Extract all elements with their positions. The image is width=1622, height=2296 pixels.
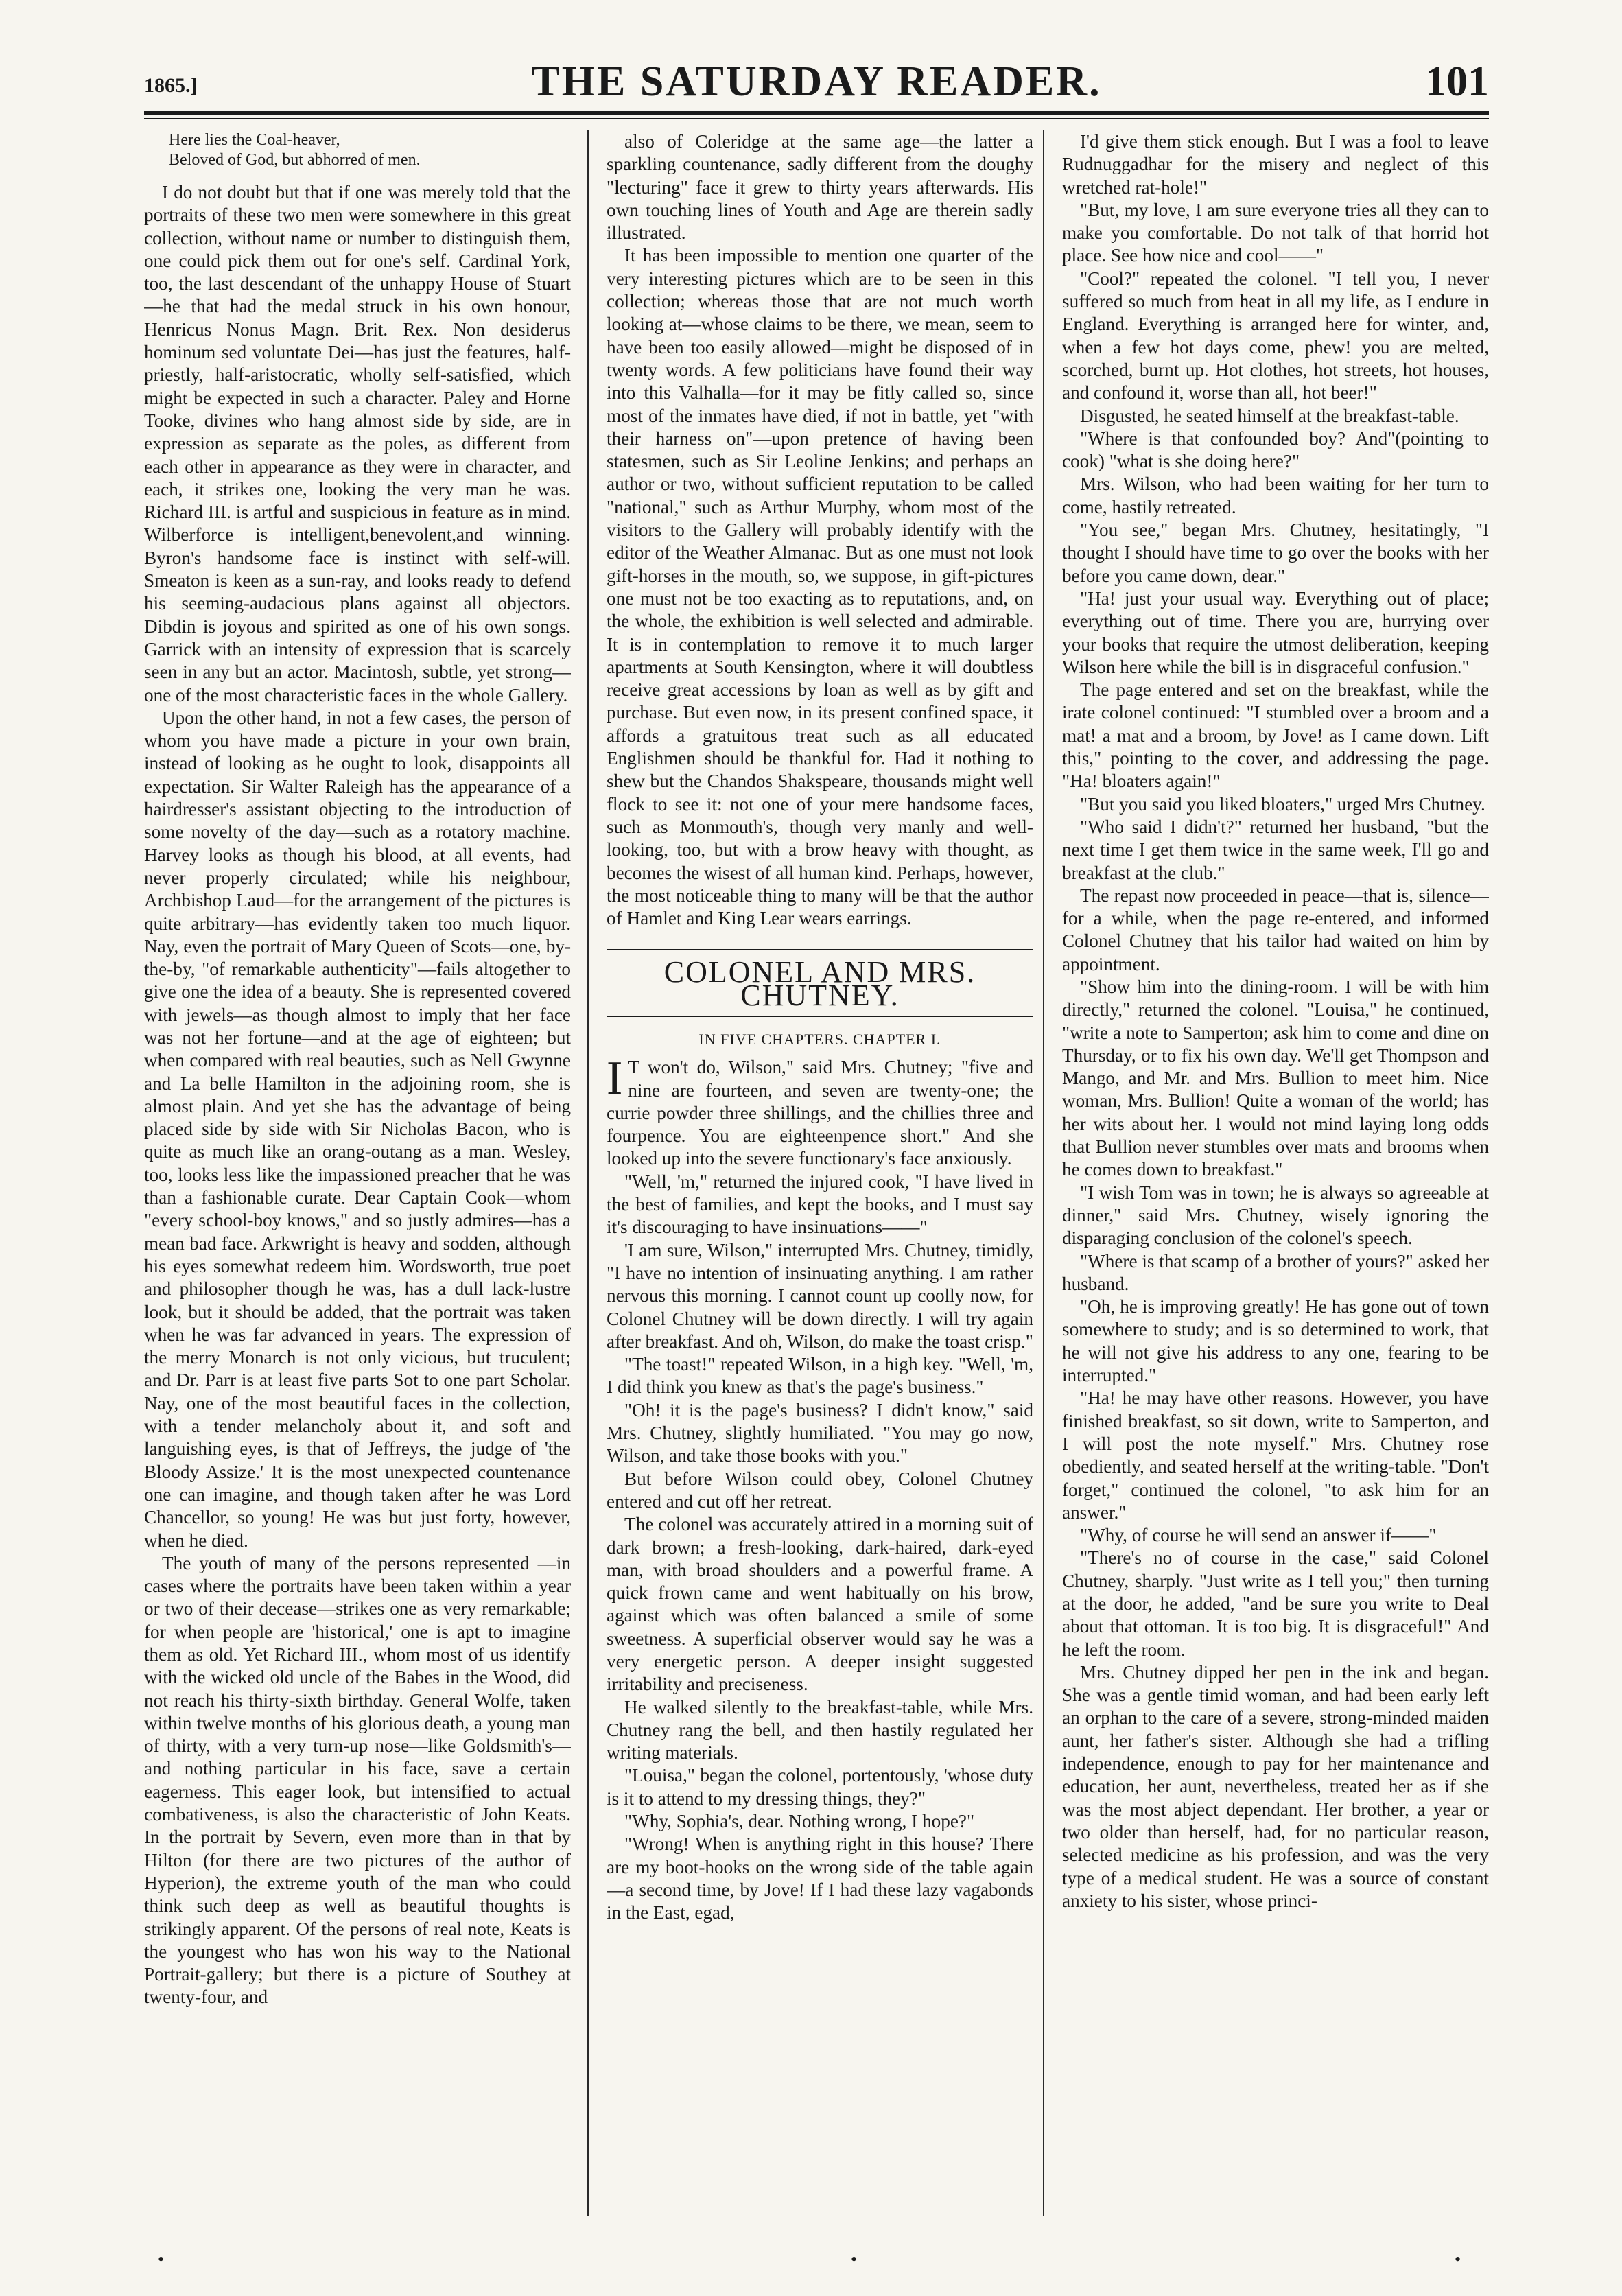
print-mark: • <box>851 2249 858 2269</box>
paragraph: Mrs. Chutney dipped her pen in the ink and began. She was a gentle timid woman, and had been early left an orphan to the care of a severe, strong-minded maiden aunt, her father's sister. Although she had a trifling independence, enough to pay for her maintenance and education, her aunt, nevertheless, treated her as if she was the most abject dependant. Her brother, a year or two older than herself, had, for no particular reason, selected medicine as his profession, and was the very type of a medical student. He was a source of constant anxiety to his sister, whose princi- <box>1062 1661 1489 1911</box>
paragraph: "Why, Sophia's, dear. Nothing wrong, I hope?" <box>624 1811 975 1832</box>
chapter-heading: IN FIVE CHAPTERS. CHAPTER I. <box>698 1030 941 1048</box>
page-footer <box>144 2244 1489 2271</box>
paragraph: "Oh! it is the page's business? I didn't know," said Mrs. Chutney, slightly humiliated. "You may go now, Wilson, and take those books with you." <box>607 1399 1033 1466</box>
print-mark: • <box>1455 2249 1461 2269</box>
page-number: 101 <box>1425 58 1489 105</box>
paragraph: The colonel was accurately attired in a morning suit of dark brown; a fresh-looking, dark-haired, dark-eyed man, with broad shoulders and a powerful frame. A quick frown came and went habitually on his brow, against which was often balanced a smile of some sweetness. A superficial observer would say he was a very energetic person. A deeper insight suggested irritability and preciseness. <box>607 1514 1033 1695</box>
epitaph-line: Beloved of God, but abhorred of men. <box>169 151 421 169</box>
paragraph: "You see," began Mrs. Chutney, hesitatingly, "I thought I should have time to go over the books with her before you came down, dear." <box>1062 519 1489 586</box>
paragraph: The youth of many of the persons represented —in cases where the portraits have been taken within a year or two of their decease—strikes one as very remarkable; for when people are 'historical,' one is apt to imagine them as old. Yet Richard III., whom most of us identify with the wicked old uncle of the Babes in the Wood, did not reach his thirty-sixth birthday. General Wolfe, taken within twelve months of his glorious death, a young man of thirty, with a very turn-up nose—like Goldsmith's—and nothing particular in his face, save a certain eagerness. This eager look, but intensified to actual combativeness, is also the characteristic of John Keats. In the portrait by Severn, even more than in that by Hilton (for there are two pictures of the author of Hyperion), the extreme youth of the man who could think such deep as well as beautiful thoughts is strikingly apparent. Of the persons of real note, Keats is the youngest who has won his way to the National Portrait-gallery; but there is a picture of Southey at twenty-four, and <box>144 1552 571 2008</box>
opening-text: T won't do, Wilson," said Mrs. Chutney; "five and nine are fourteen, and seven are twenty-one; the currie powder three shillings, and the chillies three and fourpence. You are eighteenpence short." And she looked up into the severe functionary's face anxiously. <box>607 1057 1033 1169</box>
paragraph: It has been impossible to mention one quarter of the very interesting pictures which are to be seen in this collection; whereas those that are not much worth looking at—whose claims to be there, we mean, seem to have been too easily allowed—might be disposed of in twenty words. A few politicians have found their way into this Valhalla—for it may be fitly called so, since most of the inmates have died, if not in battle, yet "with their harness on"—upon pretence of having been statesmen, such as Sir Leoline Jenkins; and perhaps an author or two, without sufficient reputation to be called "national," such as Arthur Murphy, whom most of the visitors to the Gallery will probably identify with the editor of the Weather Almanac. But as one must not look gift-horses in the mouth, so, we suppose, in gift-pictures one must not be too exacting as to reputations, and, on the whole, the exhibition is well selected and admirable. It is in contemplation to remove it to much larger apartments at South Kensington, where it will doubtless receive great accessions by loan as well as by gift and purchase. But even now, in its present confined space, it affords a gratuitous treat such as all educated Englishmen should be thankful for. Had it nothing to shew but the Chandos Shakspeare, thousands might well flock to see it: not one of your mere handsome faces, such as Monmouth's, though very manly and well-looking, too, but with a brow heavy with thought, as becomes the wisest of all human kind. Perhaps, however, the most noticeable thing to many will be that the author of Hamlet and King Lear wears earrings. <box>607 245 1033 929</box>
paragraph: "Why, of course he will send an answer if——" <box>1080 1525 1437 1546</box>
column-divider <box>587 130 589 2216</box>
paragraph: "Who said I didn't?" returned her husband, "but the next time I get them twice in the same week, I'll go and breakfast at the club." <box>1062 816 1489 883</box>
paragraph: "Where is that confounded boy? And"(pointing to cook) "what is she doing here?" <box>1062 427 1489 472</box>
epitaph <box>144 130 571 170</box>
paragraph: I do not doubt but that if one was merely told that the portraits of these two men were somewhere in this great collection, without name or number to distinguish them, one could pick them out for one's self. Cardinal York, too, the last descendant of the unhappy House of Stuart—he that had the medal struck in his own honour, Henricus Nonus Magn. Brit. Rex. Non desiderus hominum sed voluntate Dei—has just the features, half-priestly, half-aristocratic, wholly self-satisfied, which might be expected in such a character. Paley and Horne Tooke, divines who hang almost side by side, are in expression as separate as the poles, as different from each other in appearance as they were in character, and each, it strikes one, looking the very man he was. Richard III. is artful and suspicious in feature as in mind. Wilberforce is intelligent,benevolent,and winning. Byron's handsome face is instinct with self-will. Smeaton is keen as a sun-ray, and looks ready to defend his seeming-audacious plans against all objectors. Dibdin is joyous and spirited as one of his own songs. Garrick with an intensity of expression that is scarcely seen in any but an actor. Macintosh, subtle, yet strong—one of the most characteristic faces in the whole Gallery. <box>144 182 571 705</box>
paragraph: Disgusted, he seated himself at the breakfast-table. <box>1080 405 1459 426</box>
paragraph: "Oh, he is improving greatly! He has gone out of town somewhere to study; and is so determined to work, that he will not give his address to any one, fearing to be interrupted." <box>1062 1296 1489 1386</box>
paragraph: also of Coleridge at the same age—the latter a sparkling countenance, sadly different from the doughy "lecturing" face it grew to thirty years afterwards. His own touching lines of Youth and Age are therein sadly illustrated. <box>607 131 1033 244</box>
paragraph: "But you said you liked bloaters," urged Mrs Chutney. <box>1080 793 1485 815</box>
header-rule-thin <box>144 118 1489 119</box>
paragraph: "Louisa," began the colonel, portentously, 'whose duty is it to attend to my dressing things, they?" <box>607 1765 1033 1809</box>
paragraph: The repast now proceeded in peace—that is, silence—for a while, when the page re-entered, and informed Colonel Chutney that his tailor had waited on him by appointment. <box>1062 885 1489 974</box>
print-mark: • <box>158 2249 165 2269</box>
paragraph: "Cool?" repeated the colonel. "I tell you, I never suffered so much from heat in all my life, as I endure in England. Everything is arranged here for winter, and, when a few hot days come, phew! you are melted, scorched, burnt up. Hot clothes, hot streets, hot houses, and confound it, worse than all, hot beer!" <box>1062 268 1489 403</box>
column-1 <box>144 130 571 2216</box>
header-rule-thick <box>144 111 1489 115</box>
paragraph: Mrs. Wilson, who had been waiting for her turn to come, hastily retreated. <box>1062 473 1489 517</box>
paragraph: "Show him into the dining-room. I will be with him directly," returned the colonel. "Louisa," he continued, "write a note to Samperton; ask him to come and dine on Thursday, or to fix his own day. We'll get Thompson and Mango, and Mr. and Mrs. Bullion to meet him. Nice woman, Mrs. Bullion! Quite a woman of the world; has her wits about her. I would not mind laying long odds that Bullion never stumbles over mats and brooms when he comes down to breakfast." <box>1062 976 1489 1180</box>
opening-paragraph <box>607 1052 1033 1170</box>
paragraph: Upon the other hand, in not a few cases, the person of whom you have made a picture in your own brain, instead of looking as he ought to look, disappoints all expectation. Sir Walter Raleigh has the appearance of a hairdresser's assistant objecting to the introduction of some novelty of the day—such as a rotatory machine. Harvey looks as though his blood, at all events, had never properly circulated; while his neighbour, Archbishop Laud—for the arrangement of the pictures is quite arbitrary—has evidently taken too much liquor. Nay, even the portrait of Mary Queen of Scots—one, by-the-by, "of remarkable authenticity"—fails altogether to give one the idea of a beauty. She is represented covered with jewels—as though almost to imply that her face was not her fortune—and at the age of eighteen; but when compared with real beauties, such as Nell Gwynne and La belle Hamilton in the adjoining room, she is almost plain. And yet she has the advantage of being placed side by side with Sir Nicholas Bacon, who is quite as much like an orang-outang as a man. Wesley, too, looks less like the impassioned preacher that he was than a fashionable curate. Dear Captain Cook—whom "every school-boy knows," and so justly admires—has a mean bad face. Arkwright is heavy and sodden, although his eyes somewhat redeem him. Wordsworth, true poet and philosopher though he was, has a dull lack-lustre look, but it should be added, that the portrait was taken when he was far advanced in years. The expression of the merry Monarch is not only vicious, but truculent; and Dr. Parr is at least five parts Sot to one part Scholar. Nay, one of the most beautiful faces in the collection, with a tender melancholy about it, and soft and languishing eyes, is that of Jeffreys, the judge of 'the Bloody Assize.' It is the most unexpected countenance one can imagine, and though taken after he was Lord Chancellor, so young! He was but just forty, however, when he died. <box>144 707 571 1551</box>
paragraph: I'd give them stick enough. But I was a fool to leave Rudnuggadhar for the misery and neglect of this wretched rat-hole!" <box>1062 131 1489 198</box>
issue-year: 1865.] <box>144 74 198 97</box>
paragraph: "Where is that scamp of a brother of yours?" asked her husband. <box>1062 1250 1489 1294</box>
paragraph: "The toast!" repeated Wilson, in a high key. "Well, 'm, I did think you knew as that's the page's business." <box>607 1354 1033 1398</box>
paragraph: "There's no of course in the case," said Colonel Chutney, sharply. "Just write as I tell you;" then turning at the door, he added, "and be sure you write to Deal about that ottoman. It is too big. It is disgraceful!" And he left the room. <box>1062 1547 1489 1660</box>
drop-cap: I <box>607 1052 623 1105</box>
page-header <box>144 56 1489 104</box>
story-title: COLONEL AND MRS. CHUTNEY. <box>607 948 1033 1018</box>
masthead-title: THE SATURDAY READER. <box>531 58 1102 105</box>
paragraph: 'I am sure, Wilson," interrupted Mrs. Chutney, timidly, "I have no intention of insinuating anything. I am rather nervous this morning. I cannot count up coolly now, for Colonel Chutney will be down directly. I will try again after breakfast. And oh, Wilson, do make the toast crisp." <box>607 1239 1033 1352</box>
column-2 <box>607 130 1033 2216</box>
paragraph: But before Wilson could obey, Colonel Chutney entered and cut off her retreat. <box>607 1468 1033 1512</box>
paragraph: "Ha! he may have other reasons. However, you have finished breakfast, so sit down, write to Samperton, and I will post the note myself." Mrs. Chutney rose obediently, and seated herself at the writing-table. "Don't forget," continued the colonel, "to ask him for an answer." <box>1062 1387 1489 1523</box>
column-divider <box>1043 130 1044 2216</box>
epitaph-line: Here lies the Coal-heaver, <box>169 131 340 149</box>
paragraph: He walked silently to the breakfast-table, while Mrs. Chutney rang the bell, and then hastily regulated her writing materials. <box>607 1696 1033 1764</box>
paragraph: "But, my love, I am sure everyone tries all they can to make you comfortable. Do not talk of that horrid hot place. See how nice and cool——" <box>1062 199 1489 266</box>
paragraph: The page entered and set on the breakfast, while the irate colonel continued: "I stumbled over a broom and a mat! a mat and a broom, by Jove! as I came down. Lift this," pointing to the cover, and addressing the page. "Ha! bloaters again!" <box>1062 679 1489 792</box>
paragraph: "Wrong! When is anything right in this house? There are my boot-hooks on the wrong side of the table again—a second time, by Jove! If I had these lazy vagabonds in the East, egad, <box>607 1834 1033 1923</box>
paragraph: "Well, 'm," returned the injured cook, "I have lived in the best of families, and kept the books, and I must say it's discouraging to have insinuations——" <box>607 1171 1033 1238</box>
column-3 <box>1062 130 1489 2216</box>
paragraph: "I wish Tom was in town; he is always so agreeable at dinner," said Mrs. Chutney, wisely ignoring the disparaging conclusion of the colonel's speech. <box>1062 1182 1489 1249</box>
paragraph: "Ha! just your usual way. Everything out of place; everything out of time. There you are, hurrying over your books that require the utmost deliberation, keeping Wilson here while the bill is in disgraceful confusion." <box>1062 587 1489 677</box>
